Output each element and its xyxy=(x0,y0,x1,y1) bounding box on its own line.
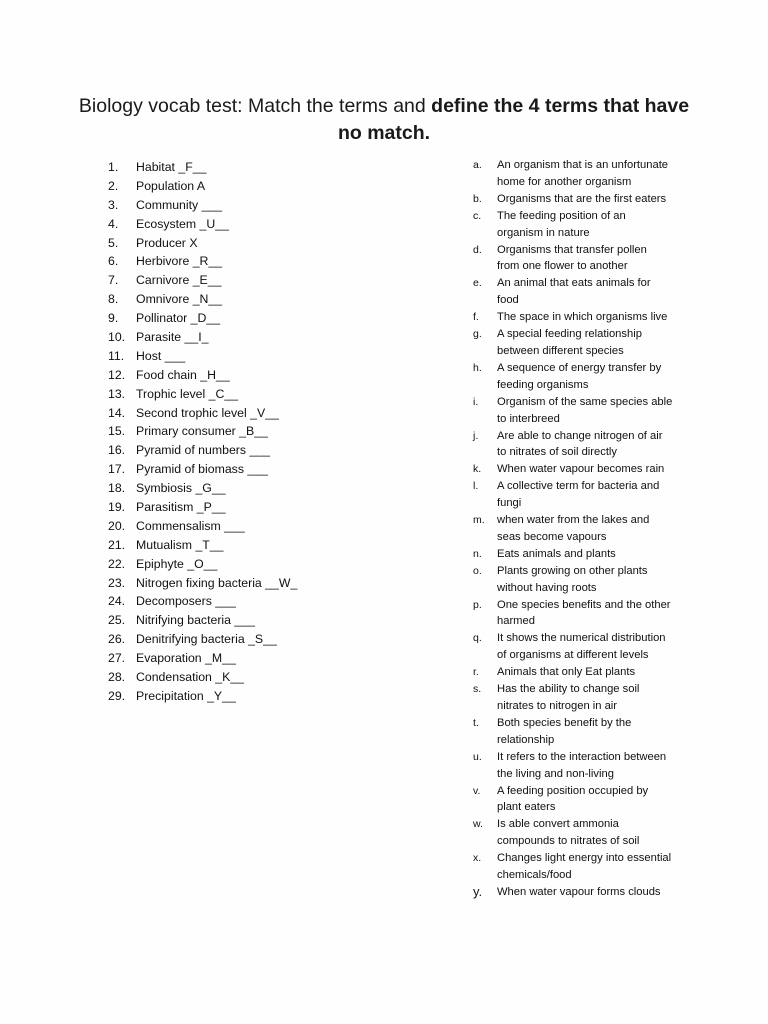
definition-text xyxy=(497,478,713,512)
definition-item xyxy=(473,749,713,783)
term-number: 21. xyxy=(108,537,126,552)
term-number: 6. xyxy=(108,254,119,269)
term-number: 9. xyxy=(108,311,119,326)
definition-line: Eats animals and plants xyxy=(497,547,616,560)
definition-line: A sequence of energy transfer by xyxy=(497,361,662,374)
definition-line: Are able to change nitrogen of air xyxy=(497,429,663,442)
definition-line: Organisms that transfer pollen xyxy=(497,243,647,256)
terms-list xyxy=(108,158,297,706)
definition-item xyxy=(473,715,713,749)
definition-item xyxy=(473,884,713,901)
term-number: 3. xyxy=(108,197,119,212)
definition-letter: a. xyxy=(473,159,482,171)
term-number: 29. xyxy=(108,688,126,703)
definition-item xyxy=(473,664,713,681)
definition-line: to nitrates of soil directly xyxy=(497,446,618,459)
definition-item xyxy=(473,478,713,512)
definition-letter: p. xyxy=(473,598,482,611)
definition-text xyxy=(497,461,713,478)
definition-line: chemicals/food xyxy=(497,869,572,882)
term-item xyxy=(108,460,297,479)
definition-item xyxy=(473,360,713,394)
term-number: 14. xyxy=(108,405,126,420)
definition-line: An animal that eats animals for xyxy=(497,277,651,290)
definition-text xyxy=(497,816,713,850)
definition-line: Organism of the same species able xyxy=(497,395,673,408)
definition-letter: w. xyxy=(473,818,483,831)
definition-item xyxy=(473,428,713,462)
definition-item xyxy=(473,326,713,360)
definition-line: It refers to the interaction between xyxy=(497,750,667,763)
definition-letter: e. xyxy=(473,277,482,290)
term-item xyxy=(108,158,297,177)
term-number: 16. xyxy=(108,443,126,458)
term-text: Habitat _F__ xyxy=(136,160,207,174)
term-text: Epiphyte _O__ xyxy=(136,556,218,571)
term-number: 20. xyxy=(108,518,126,533)
term-text: Primary consumer _B__ xyxy=(136,424,268,439)
term-number: 24. xyxy=(108,594,126,609)
term-number: 13. xyxy=(108,386,126,401)
definition-line: The feeding position of an xyxy=(497,209,626,222)
definition-text xyxy=(497,309,713,326)
definitions-list xyxy=(473,157,713,901)
term-number: 26. xyxy=(108,632,126,647)
term-item xyxy=(108,517,297,536)
definition-letter: l. xyxy=(473,480,479,493)
definition-letter: u. xyxy=(473,750,482,763)
definition-line: the living and non-living xyxy=(497,767,614,780)
term-number: 1. xyxy=(108,160,119,174)
definition-text xyxy=(497,326,713,360)
term-item xyxy=(108,592,297,611)
term-item xyxy=(108,498,297,517)
term-number: 4. xyxy=(108,216,119,231)
definition-text xyxy=(497,191,713,208)
term-number: 17. xyxy=(108,462,126,477)
term-text: Population A xyxy=(136,178,206,193)
title-plain-text: Biology vocab test: Match the terms and xyxy=(78,95,432,117)
definition-letter: f. xyxy=(473,311,479,324)
definition-line: The space in which organisms live xyxy=(497,311,668,324)
term-text: Herbivore _R__ xyxy=(136,254,223,269)
definition-item xyxy=(473,191,713,208)
term-number: 27. xyxy=(108,651,126,666)
definition-line: A feeding position occupied by xyxy=(497,784,649,797)
term-text: Symbiosis _G__ xyxy=(136,481,226,496)
definition-text xyxy=(497,208,713,242)
term-item xyxy=(108,574,297,593)
definition-item xyxy=(473,275,713,309)
definition-text xyxy=(497,664,713,681)
definition-letter: g. xyxy=(473,328,482,341)
term-text: Parasitism _P__ xyxy=(136,500,226,515)
term-item xyxy=(108,441,297,460)
term-number: 25. xyxy=(108,613,126,628)
definition-item xyxy=(473,850,713,884)
definition-line: fungi xyxy=(497,497,522,510)
definition-line: Is able convert ammonia xyxy=(497,818,619,831)
definition-item xyxy=(473,461,713,478)
term-item xyxy=(108,196,297,215)
term-number: 10. xyxy=(108,330,126,345)
term-text: Community ___ xyxy=(136,197,223,212)
term-item xyxy=(108,347,297,366)
definition-line: Has the ability to change soil xyxy=(497,683,640,696)
term-text: Mutualism _T__ xyxy=(136,537,224,552)
definition-text xyxy=(497,360,713,394)
definition-letter: d. xyxy=(473,243,482,256)
term-item xyxy=(108,215,297,234)
title-line-2: no match. xyxy=(337,122,431,144)
definition-item xyxy=(473,242,713,276)
term-item xyxy=(108,555,297,574)
term-text: Food chain _H__ xyxy=(136,367,230,382)
term-item xyxy=(108,328,297,347)
definition-text xyxy=(497,394,713,428)
definition-letter: t. xyxy=(473,716,479,729)
definition-item xyxy=(473,394,713,428)
definition-line: of organisms at different levels xyxy=(497,649,649,662)
definition-item xyxy=(473,208,713,242)
definition-line: A collective term for bacteria and xyxy=(497,480,660,493)
definition-line: to interbreed xyxy=(497,412,560,425)
definition-line: Changes light energy into essential xyxy=(497,852,672,865)
definition-item xyxy=(473,512,713,546)
definition-item xyxy=(473,630,713,664)
definition-line: Organisms that are the first eaters xyxy=(497,192,667,205)
definition-text xyxy=(497,681,713,715)
definition-line: when water from the lakes and xyxy=(497,514,650,527)
term-text: Nitrogen fixing bacteria __W_ xyxy=(136,575,298,590)
term-text: Producer X xyxy=(136,235,198,250)
term-number: 2. xyxy=(108,178,119,193)
definition-text xyxy=(497,884,713,901)
definition-letter: r. xyxy=(473,666,479,679)
definition-text xyxy=(497,783,713,817)
definition-item xyxy=(473,563,713,597)
definition-line: When water vapour becomes rain xyxy=(497,463,665,476)
term-text: Nitrifying bacteria ___ xyxy=(136,613,255,628)
definition-letter: k. xyxy=(473,463,482,476)
definition-item xyxy=(473,816,713,850)
definition-item xyxy=(473,681,713,715)
definition-line: without having roots xyxy=(497,581,597,594)
term-number: 28. xyxy=(108,670,126,685)
definition-line: nitrates to nitrogen in air xyxy=(497,700,618,712)
term-item xyxy=(108,177,297,196)
term-text: Omnivore _N__ xyxy=(136,292,223,307)
definition-item xyxy=(473,546,713,563)
definition-text xyxy=(497,563,713,597)
definition-line: An organism that is an unfortunate xyxy=(497,159,669,171)
term-text: Carnivore _E__ xyxy=(136,273,222,288)
term-text: Condensation _K__ xyxy=(136,670,245,685)
definition-line: When water vapour forms clouds xyxy=(497,885,661,898)
definition-text xyxy=(497,715,713,749)
definition-letter: b. xyxy=(473,192,482,205)
definition-item xyxy=(473,783,713,817)
term-item xyxy=(108,234,297,253)
definition-text xyxy=(497,850,713,884)
term-text: Evaporation _M__ xyxy=(136,651,236,666)
definition-line: It shows the numerical distribution xyxy=(497,632,666,645)
definition-letter: m. xyxy=(473,514,485,527)
term-item xyxy=(108,422,297,441)
definition-letter: c. xyxy=(473,209,482,222)
title-line-1 xyxy=(60,93,708,120)
definition-line: relationship xyxy=(497,733,555,746)
definition-text xyxy=(497,157,713,191)
term-item xyxy=(108,366,297,385)
term-item xyxy=(108,611,297,630)
definition-item xyxy=(473,157,713,191)
definition-letter: j. xyxy=(473,429,479,442)
definition-letter: n. xyxy=(473,547,482,560)
term-number: 22. xyxy=(108,556,126,571)
title-bold-text: define the 4 terms that have xyxy=(431,95,690,117)
term-number: 8. xyxy=(108,292,119,307)
term-text: Denitrifying bacteria _S__ xyxy=(136,632,277,647)
term-text: Ecosystem _U__ xyxy=(136,216,229,231)
definition-line: home for another organism xyxy=(497,175,632,188)
definition-text xyxy=(497,546,713,563)
definition-line: food xyxy=(497,294,519,307)
term-text: Precipitation _Y__ xyxy=(136,688,236,703)
definition-text xyxy=(497,630,713,664)
definition-letter: i. xyxy=(473,395,479,408)
term-text: Decomposers ___ xyxy=(136,594,236,609)
term-number: 11. xyxy=(108,348,125,363)
definition-letter: s. xyxy=(473,683,482,696)
definition-line: between different species xyxy=(497,344,624,357)
term-text: Trophic level _C__ xyxy=(136,386,239,401)
term-number: 5. xyxy=(108,235,119,250)
term-item xyxy=(108,687,297,706)
definition-line: compounds to nitrates of soil xyxy=(497,835,640,848)
definition-text xyxy=(497,597,713,631)
definition-line: harmed xyxy=(497,615,535,628)
definition-line: Animals that only Eat plants xyxy=(497,666,636,679)
definition-line: One species benefits and the other xyxy=(497,598,671,611)
term-text: Pyramid of numbers ___ xyxy=(136,443,270,458)
definition-item xyxy=(473,309,713,326)
term-text: Pollinator _D__ xyxy=(136,311,221,326)
definition-text xyxy=(497,275,713,309)
term-item xyxy=(108,385,297,404)
term-item xyxy=(108,404,297,423)
definition-line: feeding organisms xyxy=(497,378,589,391)
definition-text xyxy=(497,512,713,546)
term-number: 7. xyxy=(108,273,119,288)
term-text: Pyramid of biomass ___ xyxy=(136,462,268,477)
definition-letter: x. xyxy=(473,852,482,865)
definition-text xyxy=(497,242,713,276)
definition-letter: v. xyxy=(473,784,481,797)
term-text: Host ___ xyxy=(136,348,186,363)
definition-line: Plants growing on other plants xyxy=(497,564,648,577)
term-number: 18. xyxy=(108,481,126,496)
term-item xyxy=(108,668,297,687)
term-text: Parasite __I_ xyxy=(136,330,209,345)
term-item xyxy=(108,630,297,649)
definition-item xyxy=(473,597,713,631)
definition-letter: q. xyxy=(473,632,482,645)
definition-line: from one flower to another xyxy=(497,260,628,273)
term-text: Second trophic level _V__ xyxy=(136,405,279,420)
term-number: 12. xyxy=(108,367,126,382)
definition-letter: o. xyxy=(473,564,482,577)
term-item xyxy=(108,252,297,271)
term-number: 15. xyxy=(108,424,126,439)
definition-line: plant eaters xyxy=(497,801,556,814)
term-item xyxy=(108,479,297,498)
term-item xyxy=(108,271,297,290)
page-title xyxy=(60,93,708,147)
term-text: Commensalism ___ xyxy=(136,518,245,533)
definition-line: organism in nature xyxy=(497,226,590,239)
term-item xyxy=(108,290,297,309)
definition-letter: y. xyxy=(473,883,483,899)
term-number: 19. xyxy=(108,500,126,515)
definition-line: Both species benefit by the xyxy=(497,716,632,729)
definition-line: seas become vapours xyxy=(497,530,607,543)
term-item xyxy=(108,649,297,668)
definition-line: A special feeding relationship xyxy=(497,328,642,341)
definition-text xyxy=(497,428,713,462)
definition-text xyxy=(497,749,713,783)
term-number: 23. xyxy=(108,575,126,590)
term-item xyxy=(108,536,297,555)
term-item xyxy=(108,309,297,328)
definition-letter: h. xyxy=(473,361,482,374)
